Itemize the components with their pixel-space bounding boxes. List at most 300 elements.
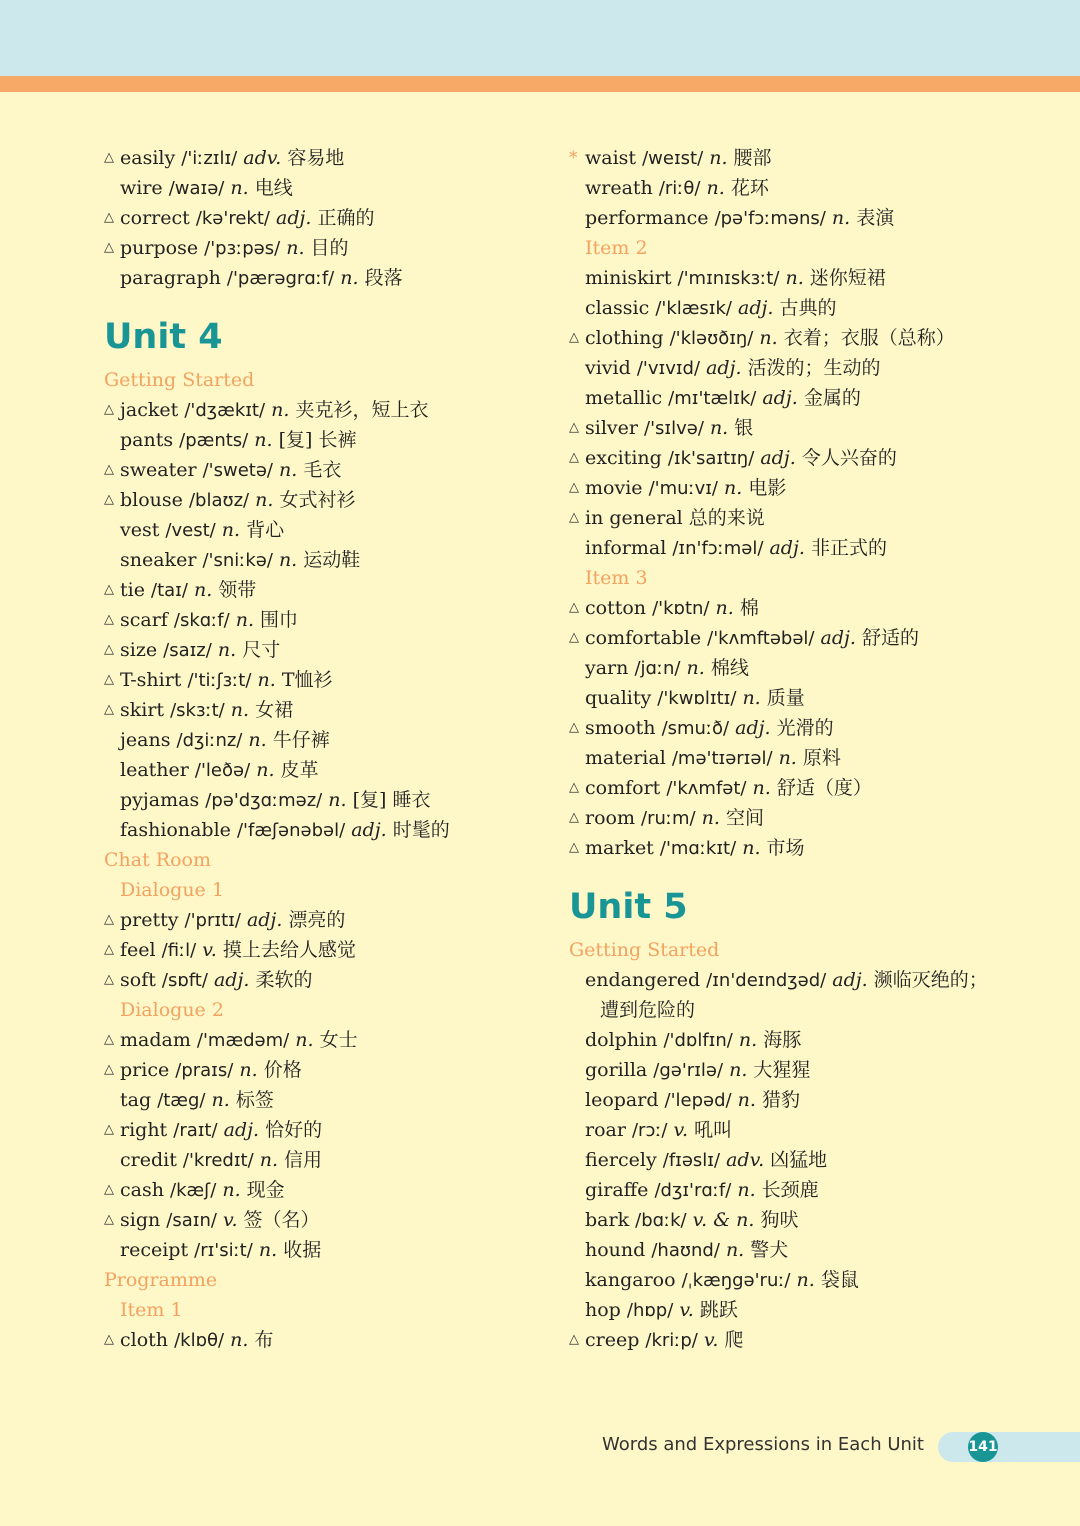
vocab-entry xyxy=(569,653,1039,683)
entry-definition: 现金 xyxy=(246,1179,285,1201)
vocab-entry xyxy=(104,575,574,605)
entry-pronunciation: /'sniːkə/ xyxy=(202,550,273,571)
entry-pronunciation: /klɒθ/ xyxy=(174,1330,225,1351)
entry-definition: 女士 xyxy=(319,1029,358,1051)
entry-definition: 光滑的 xyxy=(776,717,834,739)
vocab-entry xyxy=(569,623,1039,653)
entry-definition: 迷你短裙 xyxy=(809,267,886,289)
entry-definition: 猎豹 xyxy=(762,1089,801,1111)
entry-word: fashionable xyxy=(120,819,231,841)
vocab-entry xyxy=(104,1055,574,1085)
vocab-entry xyxy=(104,635,574,665)
entry-definition: 棉 xyxy=(739,597,759,619)
entry-part-of-speech: n. xyxy=(831,207,851,229)
vocab-entry xyxy=(569,443,1039,473)
entry-definition: 衣着；衣服（总称） xyxy=(783,327,955,349)
footer-title: Words and Expressions in Each Unit xyxy=(602,1434,924,1455)
vocab-entry xyxy=(569,593,1039,623)
entry-word: miniskirt xyxy=(585,267,672,289)
vocab-entry xyxy=(104,905,574,935)
unit-title: Unit 4 xyxy=(104,317,223,357)
triangle-icon: △ xyxy=(104,1122,114,1137)
entry-part-of-speech: adj. xyxy=(213,969,250,991)
entry-pronunciation: /mɪ'tælɪk/ xyxy=(668,388,757,409)
entry-definition: 空间 xyxy=(725,807,764,829)
subsection-heading xyxy=(569,233,1039,263)
entry-definition: 恰好的 xyxy=(265,1119,323,1141)
entry-definition: 围巾 xyxy=(260,609,299,631)
entry-pronunciation: /saɪn/ xyxy=(166,1210,217,1231)
vocab-entry xyxy=(104,395,574,425)
entry-part-of-speech: n. xyxy=(295,1029,314,1051)
vocab-entry xyxy=(569,383,1039,413)
vocab-entry xyxy=(569,293,1039,323)
entry-pronunciation: /'dɒlfɪn/ xyxy=(663,1030,733,1051)
entry-definition: 布 xyxy=(254,1329,274,1351)
entry-pronunciation: /'mædəm/ xyxy=(196,1030,290,1051)
entry-part-of-speech: n. xyxy=(230,177,249,199)
vocab-entry xyxy=(569,263,1039,293)
entry-definition: 舒适（度） xyxy=(776,777,872,799)
entry-definition: 目的 xyxy=(310,237,349,259)
entry-definition: 领带 xyxy=(218,579,257,601)
entry-definition: 电线 xyxy=(254,177,293,199)
entry-part-of-speech: adv. xyxy=(726,1149,765,1171)
entry-definition: 市场 xyxy=(766,837,805,859)
vocab-entry xyxy=(104,1025,574,1055)
entry-word: purpose xyxy=(120,237,199,259)
entry-definition: 容易地 xyxy=(287,147,345,169)
triangle-icon: △ xyxy=(104,582,114,597)
entry-definition: 漂亮的 xyxy=(288,909,346,931)
entry-pronunciation: /'prɪtɪ/ xyxy=(184,910,241,931)
entry-part-of-speech: v. xyxy=(703,1329,719,1351)
entry-definition: 段落 xyxy=(364,267,403,289)
vocab-entry xyxy=(569,323,1039,353)
triangle-icon: △ xyxy=(569,510,579,525)
entry-word: tie xyxy=(120,579,145,601)
vocab-entry xyxy=(569,803,1039,833)
entry-part-of-speech: n. xyxy=(725,1239,745,1261)
entry-definition: 凶猛地 xyxy=(770,1149,828,1171)
entry-pronunciation: /kæʃ/ xyxy=(170,1180,217,1201)
entry-definition: 狗吠 xyxy=(760,1209,799,1231)
vocab-entry xyxy=(569,173,1039,203)
entry-definition: 银 xyxy=(734,417,754,439)
entry-definition: 活泼的；生动的 xyxy=(747,357,881,379)
entry-word: hop xyxy=(585,1299,621,1321)
entry-part-of-speech: n. xyxy=(278,549,298,571)
entry-pronunciation: /waɪə/ xyxy=(168,178,225,199)
entry-word: roar xyxy=(585,1119,626,1141)
entry-part-of-speech: n. xyxy=(701,807,720,829)
entry-pronunciation: /'mɪnɪskɜːt/ xyxy=(677,268,780,289)
entry-word: material xyxy=(585,747,666,769)
vocab-entry xyxy=(104,173,574,203)
entry-definition: 表演 xyxy=(856,207,895,229)
entry-part-of-speech: n. xyxy=(709,417,729,439)
entry-part-of-speech: adj. xyxy=(246,909,283,931)
entry-definition: 金属的 xyxy=(803,387,861,409)
vocab-entry xyxy=(104,695,574,725)
entry-word: waist xyxy=(585,147,637,169)
entry-part-of-speech: adv. xyxy=(243,147,282,169)
entry-part-of-speech: n. xyxy=(222,1179,241,1201)
entry-word: madam xyxy=(120,1029,191,1051)
triangle-icon: △ xyxy=(104,972,114,987)
entry-part-of-speech: n. xyxy=(230,1329,249,1351)
vocab-entry xyxy=(104,143,574,173)
vocab-entry xyxy=(569,1145,1039,1175)
entry-pronunciation: /kriːp/ xyxy=(645,1330,698,1351)
triangle-icon: △ xyxy=(104,1332,114,1347)
entry-word: informal xyxy=(585,537,667,559)
triangle-icon: △ xyxy=(104,402,114,417)
entry-word: creep xyxy=(585,1329,640,1351)
entry-part-of-speech: adj. xyxy=(738,297,774,319)
entry-word: gorilla xyxy=(585,1059,648,1081)
vocab-entry xyxy=(104,1325,574,1355)
entry-definition: 原料 xyxy=(802,747,841,769)
entry-word: pretty xyxy=(120,909,179,931)
entry-definition: 时髦的 xyxy=(392,819,450,841)
vocab-entry xyxy=(104,545,574,575)
subsection-label: Item 3 xyxy=(585,567,648,589)
entry-pronunciation: /pə'dʒɑːməz/ xyxy=(205,790,323,811)
entry-word: sign xyxy=(120,1209,161,1231)
entry-pronunciation: /rɔː/ xyxy=(631,1120,668,1141)
entry-pronunciation: /'kʌmfət/ xyxy=(666,778,747,799)
entry-word: size xyxy=(120,639,158,661)
entry-pronunciation: /'kredɪt/ xyxy=(182,1150,254,1171)
entry-definition: [复] 睡衣 xyxy=(352,789,431,811)
entry-part-of-speech: v. & n. xyxy=(692,1209,755,1231)
subsection-label: Item 1 xyxy=(120,1299,183,1321)
entry-pronunciation: /'kwɒlɪtɪ/ xyxy=(657,688,737,709)
entry-part-of-speech: n. xyxy=(796,1269,815,1291)
vocab-entry xyxy=(569,683,1039,713)
entry-part-of-speech: n. xyxy=(752,777,771,799)
entry-part-of-speech: n. xyxy=(211,1089,230,1111)
entry-part-of-speech: n. xyxy=(328,789,347,811)
entry-word: soft xyxy=(120,969,156,991)
entry-definition: 正确的 xyxy=(317,207,375,229)
entry-definition: T恤衫 xyxy=(281,669,333,691)
entry-pronunciation: /smuːð/ xyxy=(661,718,730,739)
entry-pronunciation: /ruːm/ xyxy=(641,808,696,829)
entry-word: jeans xyxy=(120,729,171,751)
entry-word: right xyxy=(120,1119,168,1141)
entry-pronunciation: /vest/ xyxy=(165,520,216,541)
entry-part-of-speech: n. xyxy=(709,147,728,169)
entry-definition: 柔软的 xyxy=(255,969,313,991)
vocab-entry xyxy=(104,1175,574,1205)
unit-title: Unit 5 xyxy=(569,887,688,927)
entry-word: pyjamas xyxy=(120,789,200,811)
entry-word: bark xyxy=(585,1209,630,1231)
triangle-icon: △ xyxy=(104,240,114,255)
entry-word: skirt xyxy=(120,699,165,721)
triangle-icon: △ xyxy=(569,780,579,795)
entry-definition: 非正式的 xyxy=(810,537,887,559)
vocab-entry xyxy=(104,455,574,485)
entry-part-of-speech: n. xyxy=(715,597,734,619)
entry-part-of-speech: n. xyxy=(737,1179,756,1201)
entry-word: scarf xyxy=(120,609,168,631)
page-tab xyxy=(938,1432,1080,1462)
entry-pronunciation: /hɒp/ xyxy=(626,1300,674,1321)
entry-pronunciation: /riːθ/ xyxy=(658,178,701,199)
entry-part-of-speech: n. xyxy=(254,429,273,451)
entry-word: classic xyxy=(585,297,650,319)
entry-pronunciation: /pænts/ xyxy=(179,430,249,451)
entry-pronunciation: /'kɒtn/ xyxy=(652,598,710,619)
page-number: 141 xyxy=(968,1432,998,1462)
entry-part-of-speech: adj. xyxy=(762,387,798,409)
entry-definition: 令人兴奋的 xyxy=(801,447,897,469)
triangle-icon: △ xyxy=(104,462,114,477)
entry-definition: 总的来说 xyxy=(688,507,765,529)
entry-part-of-speech: n. xyxy=(778,747,797,769)
entry-part-of-speech: n. xyxy=(706,177,725,199)
entry-pronunciation: /pə'fɔːməns/ xyxy=(714,208,826,229)
entry-word: sweater xyxy=(120,459,197,481)
entry-word: leather xyxy=(120,759,189,781)
section-heading: Programme xyxy=(104,1269,218,1291)
entry-word: giraffe xyxy=(585,1179,649,1201)
triangle-icon: △ xyxy=(104,1032,114,1047)
entry-pronunciation: /dʒɪ'rɑːf/ xyxy=(654,1180,732,1201)
entry-part-of-speech: n. xyxy=(785,267,804,289)
entry-word: yarn xyxy=(585,657,629,679)
vocab-entry xyxy=(104,233,574,263)
entry-definition: 跳跃 xyxy=(699,1299,738,1321)
entry-pronunciation: /'dʒækɪt/ xyxy=(184,400,266,421)
entry-part-of-speech: n. xyxy=(217,639,237,661)
entry-word: hound xyxy=(585,1239,646,1261)
triangle-icon: △ xyxy=(569,330,579,345)
entry-word: performance xyxy=(585,207,709,229)
entry-definition: 吼叫 xyxy=(694,1119,733,1141)
entry-part-of-speech: adj. xyxy=(223,1119,260,1141)
entry-part-of-speech: n. xyxy=(248,729,267,751)
vocab-entry xyxy=(104,935,574,965)
vocab-entry xyxy=(569,1235,1039,1265)
entry-pronunciation: /weɪst/ xyxy=(642,148,704,169)
subsection-heading xyxy=(104,875,574,905)
entry-word: vivid xyxy=(585,357,631,379)
entry-word: smooth xyxy=(585,717,656,739)
triangle-icon: △ xyxy=(569,1332,579,1347)
vocab-entry xyxy=(569,1175,1039,1205)
triangle-icon: △ xyxy=(569,630,579,645)
entry-word: pants xyxy=(120,429,174,451)
entry-definition: 爬 xyxy=(724,1329,744,1351)
entry-part-of-speech: v. xyxy=(222,1209,238,1231)
triangle-icon: △ xyxy=(104,702,114,717)
entry-word: cloth xyxy=(120,1329,169,1351)
entry-word: movie xyxy=(585,477,643,499)
entry-word: vest xyxy=(120,519,160,541)
entry-part-of-speech: n. xyxy=(258,1239,278,1261)
entry-word: sneaker xyxy=(120,549,197,571)
triangle-icon: △ xyxy=(569,480,579,495)
entry-definition: 皮革 xyxy=(280,759,319,781)
entry-part-of-speech: v. xyxy=(202,939,217,961)
entry-word: feel xyxy=(120,939,156,961)
vocab-entry xyxy=(104,605,574,635)
vocab-entry xyxy=(104,785,574,815)
vocab-entry xyxy=(104,485,574,515)
entry-definition: 腰部 xyxy=(733,147,772,169)
entry-pronunciation: /'kʌmftəbəl/ xyxy=(707,628,815,649)
entry-definition: 牛仔裤 xyxy=(272,729,330,751)
entry-pronunciation: /skɜːt/ xyxy=(170,700,225,721)
entry-word: cotton xyxy=(585,597,647,619)
entry-definition: [复] 长裤 xyxy=(278,429,357,451)
triangle-icon: △ xyxy=(569,600,579,615)
entry-part-of-speech: n. xyxy=(737,1089,756,1111)
entry-word: receipt xyxy=(120,1239,189,1261)
triangle-icon: △ xyxy=(569,420,579,435)
vocab-entry xyxy=(569,1205,1039,1235)
optional-star-icon: * xyxy=(569,148,578,168)
entry-part-of-speech: adj. xyxy=(276,207,312,229)
entry-pronunciation: /haʊnd/ xyxy=(651,1240,720,1261)
entry-pronunciation: /kə'rekt/ xyxy=(195,208,270,229)
entry-word: paragraph xyxy=(120,267,221,289)
vocab-entry xyxy=(569,773,1039,803)
triangle-icon: △ xyxy=(104,612,114,627)
entry-definition: 电影 xyxy=(748,477,787,499)
entry-definition: 长颈鹿 xyxy=(761,1179,819,1201)
entry-pronunciation: /jɑːn/ xyxy=(634,658,681,679)
triangle-icon: △ xyxy=(104,672,114,687)
entry-word: tag xyxy=(120,1089,152,1111)
vocab-entry xyxy=(569,1055,1039,1085)
triangle-icon: △ xyxy=(104,1212,114,1227)
entry-word: comfort xyxy=(585,777,661,799)
entry-pronunciation: /ɪk'saɪtɪŋ/ xyxy=(667,448,755,469)
section-heading: Getting Started xyxy=(569,939,720,961)
subsection-label: Dialogue 1 xyxy=(120,879,224,901)
entry-part-of-speech: adj. xyxy=(706,357,742,379)
entry-word: fiercely xyxy=(585,1149,657,1171)
vocab-entry xyxy=(569,533,1039,563)
entry-part-of-speech: n. xyxy=(686,657,705,679)
vocab-entry xyxy=(569,713,1039,743)
vocab-entry xyxy=(104,965,574,995)
entry-word: dolphin xyxy=(585,1029,658,1051)
entry-definition: 夹克衫，短上衣 xyxy=(295,399,429,421)
vocab-entry xyxy=(104,725,574,755)
entry-definition: 舒适的 xyxy=(862,627,920,649)
entry-pronunciation: /ɪn'fɔːməl/ xyxy=(672,538,764,559)
entry-pronunciation: /bɑːk/ xyxy=(635,1210,687,1231)
vocab-entry xyxy=(104,425,574,455)
vocab-entry xyxy=(104,1085,574,1115)
entry-definition: 背心 xyxy=(246,519,285,541)
entry-part-of-speech: n. xyxy=(759,327,778,349)
vocab-entry xyxy=(569,353,1039,383)
entry-pronunciation: /ˌkæŋgə'ruː/ xyxy=(681,1270,791,1291)
entry-pronunciation: /saɪz/ xyxy=(163,640,212,661)
vocab-entry xyxy=(569,1115,1039,1145)
entry-part-of-speech: v. xyxy=(673,1119,689,1141)
entry-word: clothing xyxy=(585,327,664,349)
entry-pronunciation: /'kləʊðɪŋ/ xyxy=(669,328,754,349)
header-band xyxy=(0,0,1080,76)
entry-word: silver xyxy=(585,417,638,439)
entry-part-of-speech: n. xyxy=(230,699,250,721)
entry-word: room xyxy=(585,807,635,829)
triangle-icon: △ xyxy=(104,492,114,507)
entry-part-of-speech: n. xyxy=(259,1149,278,1171)
left-column xyxy=(104,143,574,1355)
entry-part-of-speech: n. xyxy=(239,1059,258,1081)
triangle-icon: △ xyxy=(104,942,114,957)
entry-definition: 花环 xyxy=(730,177,769,199)
entry-definition: 警犬 xyxy=(750,1239,789,1261)
entry-pronunciation: /'lepəd/ xyxy=(664,1090,732,1111)
subsection-label: Item 2 xyxy=(585,237,648,259)
entry-definition: 女式衬衫 xyxy=(279,489,356,511)
entry-pronunciation: /rɪ'siːt/ xyxy=(194,1240,253,1261)
entry-part-of-speech: adj. xyxy=(769,537,805,559)
vocab-entry xyxy=(104,1145,574,1175)
entry-pronunciation: /'leðə/ xyxy=(194,760,251,781)
entry-pronunciation: /'iːzɪlɪ/ xyxy=(181,148,238,169)
entry-definition: 袋鼠 xyxy=(820,1269,859,1291)
entry-word: correct xyxy=(120,207,190,229)
vocab-entry xyxy=(569,965,1039,995)
vocab-entry xyxy=(569,203,1039,233)
entry-definition: 价格 xyxy=(263,1059,302,1081)
entry-pronunciation: /'sɪlvə/ xyxy=(644,418,704,439)
vocab-entry xyxy=(104,755,574,785)
entry-pronunciation: /'muːvɪ/ xyxy=(648,478,718,499)
vocab-entry xyxy=(104,665,574,695)
entry-word: T-shirt xyxy=(120,669,182,691)
entry-pronunciation: /skɑːf/ xyxy=(173,610,230,631)
vocab-entry xyxy=(104,815,574,845)
entry-pronunciation: /'mɑːkɪt/ xyxy=(659,838,737,859)
entry-word: wire xyxy=(120,177,163,199)
entry-definition: 标签 xyxy=(235,1089,274,1111)
entry-word: endangered xyxy=(585,969,701,991)
section-heading: Getting Started xyxy=(104,369,255,391)
entry-part-of-speech: v. xyxy=(679,1299,694,1321)
entry-word: easily xyxy=(120,147,176,169)
triangle-icon: △ xyxy=(569,810,579,825)
entry-word: comfortable xyxy=(585,627,702,649)
entry-definition: 收据 xyxy=(283,1239,322,1261)
entry-word: quality xyxy=(585,687,652,709)
entry-definition: 棉线 xyxy=(710,657,749,679)
entry-pronunciation: /praɪs/ xyxy=(175,1060,234,1081)
triangle-icon: △ xyxy=(104,210,114,225)
header-stripe xyxy=(0,76,1080,92)
vocab-entry xyxy=(569,1325,1039,1355)
entry-part-of-speech: adj. xyxy=(735,717,771,739)
entry-part-of-speech: n. xyxy=(729,1059,748,1081)
subsection-heading xyxy=(104,1295,574,1325)
entry-pronunciation: /'fæʃənəbəl/ xyxy=(236,820,346,841)
triangle-icon: △ xyxy=(104,642,114,657)
entry-pronunciation: /'swetə/ xyxy=(202,460,273,481)
vocab-entry xyxy=(569,743,1039,773)
entry-part-of-speech: n. xyxy=(742,837,761,859)
